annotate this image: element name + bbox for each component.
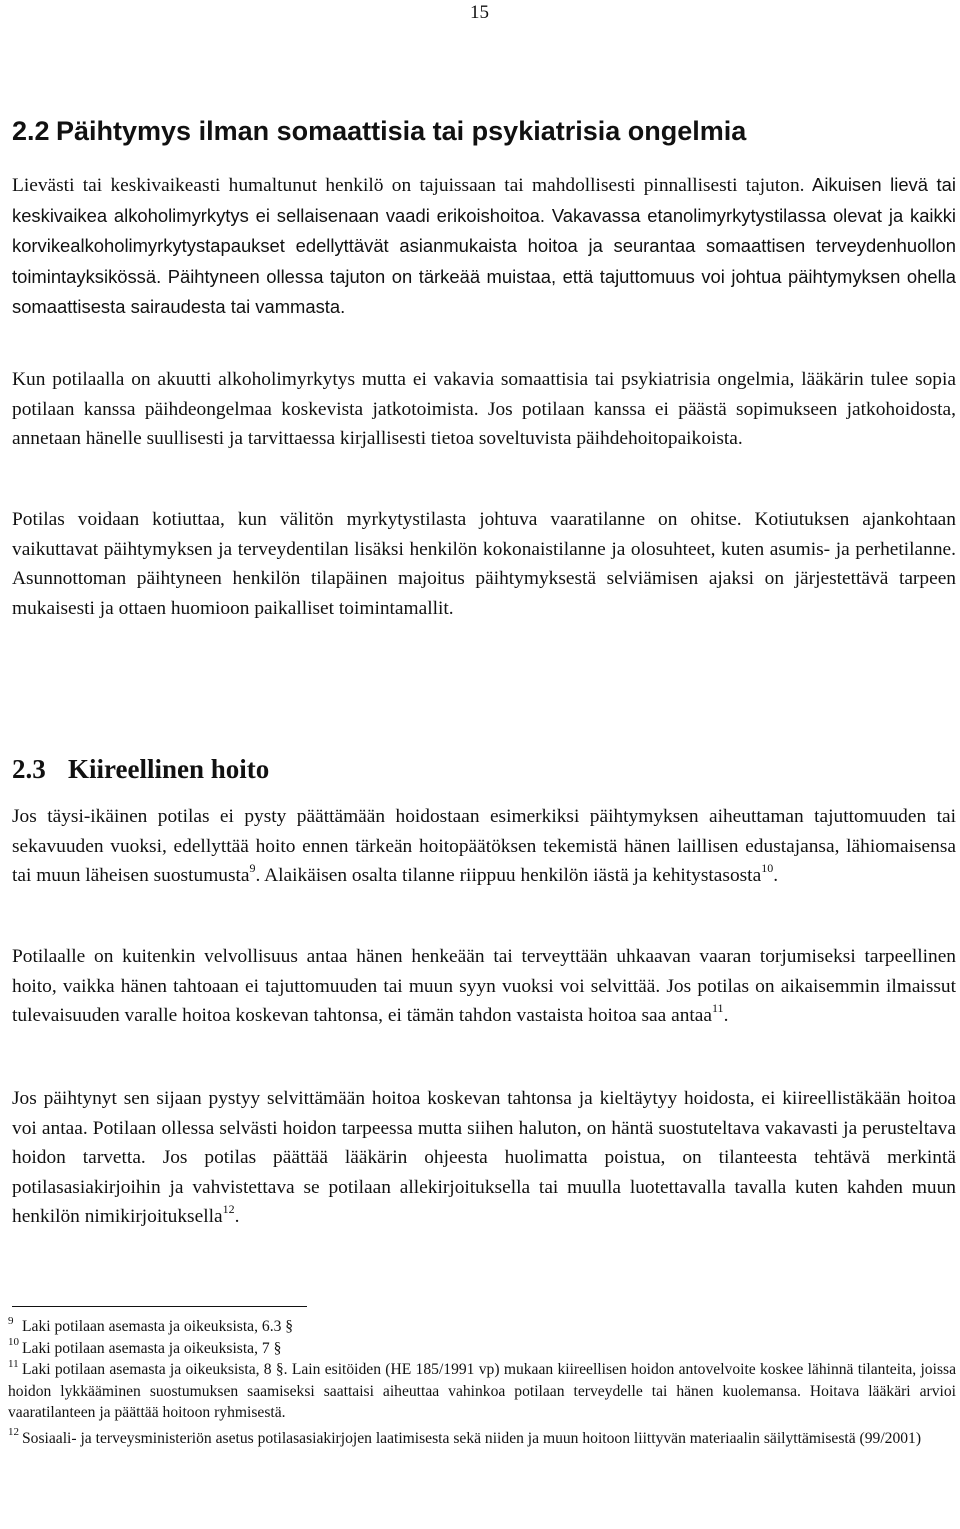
section-number: 2.2 xyxy=(12,116,50,146)
section-2-3-paragraph-2 xyxy=(12,942,956,1031)
paragraph-text: . xyxy=(723,1005,729,1026)
footnote-ref-12[interactable]: 12 xyxy=(222,1201,235,1216)
section-2-3-paragraph-1 xyxy=(12,802,956,891)
section-number: 2.3 xyxy=(12,754,46,784)
footnote-text: Sosiaali- ja terveysministeriön asetus potilasasiakirjojen laatimisesta sekä niiden ja muun hoitoon liittyvän materiaalin säilyttämisestä (99/2001) xyxy=(22,1429,922,1447)
section-title: Kiireellinen hoito xyxy=(68,754,270,784)
footnote-ref-10[interactable]: 10 xyxy=(761,860,774,875)
section-2-2 xyxy=(12,114,956,148)
section-2-3 xyxy=(12,752,956,786)
paragraph-text: Lievästi tai keskivaikeasti humaltunut henkilö on tajuissaan tai mahdollisesti pinnallisesti tajuton. xyxy=(12,175,805,196)
section-2-3-paragraph-3 xyxy=(12,1084,956,1232)
paragraph-text: Potilaalle on kuitenkin velvollisuus antaa hänen henkeään tai terveyttään uhkaavan vaaran torjumiseksi tarpeellinen hoito, vaikka hänen tahtoaan ei tajuttomuuden tai muun syyn vuoksi voi selvittää. Jos potilas on aikaisemmin ilmaissut tulevaisuuden varalle hoitoa koskevan tahtonsa, ei tämän tahdon vastaista hoitoa saa antaa xyxy=(12,946,956,1026)
footnote-ref-9[interactable]: 9 xyxy=(249,860,256,875)
paragraph-text: Jos täysi-ikäinen potilas ei pysty päättämään hoidostaan esimerkiksi päihtymyksen aiheuttaman tajuttomuuden tai sekavuuden vuoksi, edellyttää hoito ennen tärkeän hoitopäätöksen tekemistä hänen laillisen edustajansa, lähiomaisensa tai muun läheisen suostumusta xyxy=(12,806,956,886)
page-number: 15 xyxy=(470,2,489,23)
section-title: Päihtymys ilman somaattisia tai psykiatrisia ongelmia xyxy=(56,116,747,146)
section-2-2-paragraph-2 xyxy=(12,365,956,454)
footnote-divider xyxy=(12,1306,307,1307)
section-heading-2-2 xyxy=(12,114,956,148)
paragraph-text-sans: Aikuisen lievä tai keskivaikea alkoholimyrkytys ei sellaisenaan vaadi erikoishoitoa. Vakavassa etanolimyrkytystilassa olevat ja kaikki korvikealkoholimyrkytystapaukset edellyttävät asianmukaista hoitoa ja seurantaa somaattisen terveydenhuollon toimintayksikössä. Päihtyneen ollessa tajuton on tärkeää muistaa, että tajuttomuus voi johtua päihtymyksen ohella somaattisesta sairaudesta tai vammasta. xyxy=(12,174,956,317)
paragraph: Kun potilaalla on akuutti alkoholimyrkytys mutta ei vakavia somaattisia tai psykiatrisia ongelmia, lääkärin tulee sopia potilaan kanssa päihdeongelmaa koskevista jatkotoimista. Jos potilaan kanssa ei päästä sopimukseen jatkohoidosta, annetaan hänelle suullisesti ja tarvittaessa kirjallisesti tietoa soveltuvista päihdehoitopaikoista. xyxy=(12,369,956,449)
paragraph xyxy=(12,170,956,323)
paragraph-text: Jos päihtynyt sen sijaan pystyy selvittämään hoitoa koskevan tahtonsa ja kieltäytyy hoidosta, ei kiireellistäkään hoitoa voi antaa. Potilaan ollessa selvästi hoidon tarpeessa mutta siihen haluton, on häntä suostuteltava vakavasti ja perusteltava hoidon tarvetta. Jos potilas päättää lääkärin ohjeesta huolimatta poistua, on tilanteesta tehtävä merkintä potilasasiakirjoihin ja vahvistettava se potilaan allekirjoituksella tai muulla luotettavalla tavalla kuten kahden muun henkilön nimikirjoituksella xyxy=(12,1088,956,1227)
footnote-12: $^{12}$ Sosiaali- ja terveysministeriön asetus potilasasiakirjojen laatimisesta sekä niiden ja muun hoitoon liittyvän materiaalin säilyttämisestä (99/2001) xyxy=(8,1426,922,1447)
footnote-9: $^9$ Laki potilaan asemasta ja oikeuksista, 6.3 § xyxy=(8,1314,294,1335)
footnote-text: Laki potilaan asemasta ja oikeuksista, 7 § xyxy=(22,1339,282,1357)
section-2-2-paragraph-1 xyxy=(12,170,956,323)
paragraph xyxy=(12,802,956,891)
paragraph-text: . xyxy=(234,1206,240,1227)
footnote-11: $^{11}$ Laki potilaan asemasta ja oikeuksista, 8 §. Lain esitöiden (HE 185/1991 vp) mukaan kiireellisen hoidon antovelvoite koskee lähinnä tilanteita, joissa hoidon lykkääminen suostumuksen saamiseksi saattaisi aiheuttaa vahinkoa potilaan terveydelle tai hänen kuolemansa. Hoitava lääkäri arvioi vaaratilanteen ja päättää hoitoon ryhmisestä. xyxy=(8,1357,956,1421)
paragraph xyxy=(12,942,956,1031)
footnote-text: Laki potilaan asemasta ja oikeuksista, 6.3 § xyxy=(22,1318,294,1335)
paragraph xyxy=(12,1084,956,1232)
footnote-10: $^{10}$ Laki potilaan asemasta ja oikeuksista, 7 § xyxy=(8,1336,282,1357)
paragraph: Potilas voidaan kotiuttaa, kun välitön myrkytystilasta johtuva vaaratilanne on ohitse. Kotiutuksen ajankohtaan vaikuttavat päihtymyksen ja terveydentilan lisäksi henkilön kokonaistilanne ja olosuhteet, kuten asumis- ja perhetilanne. Asunnottoman päihtyneen henkilön tilapäinen majoitus päihtymyksestä selviämisen ajaksi on järjestettävä tarpeen mukaisesti ja ottaen huomioon paikalliset toimintamallit. xyxy=(12,509,956,619)
paragraph-text: . Alaikäisen osalta tilanne riippuu henkilön iästä ja kehitystasosta xyxy=(255,865,762,886)
paragraph-text: . xyxy=(773,865,779,886)
footnote-text: Laki potilaan asemasta ja oikeuksista, 8 §. Lain esitöiden (HE 185/1991 vp) mukaan kiireellisen hoidon antovelvoite koskee lähinnä tilanteita, joissa hoidon lykkääminen suostumuksen saamiseksi saattaisi aiheuttaa vahinkoa potilaan terveydelle tai hänen kuolemansa. Hoitava lääkäri arvioi vaaratilanteen ja päättää hoitoon ryhmisestä. xyxy=(8,1361,956,1421)
section-2-2-paragraph-3 xyxy=(12,505,956,623)
footnote-ref-11[interactable]: 11 xyxy=(712,1000,724,1015)
section-heading-2-3 xyxy=(12,752,956,786)
footnotes xyxy=(8,1316,956,1449)
